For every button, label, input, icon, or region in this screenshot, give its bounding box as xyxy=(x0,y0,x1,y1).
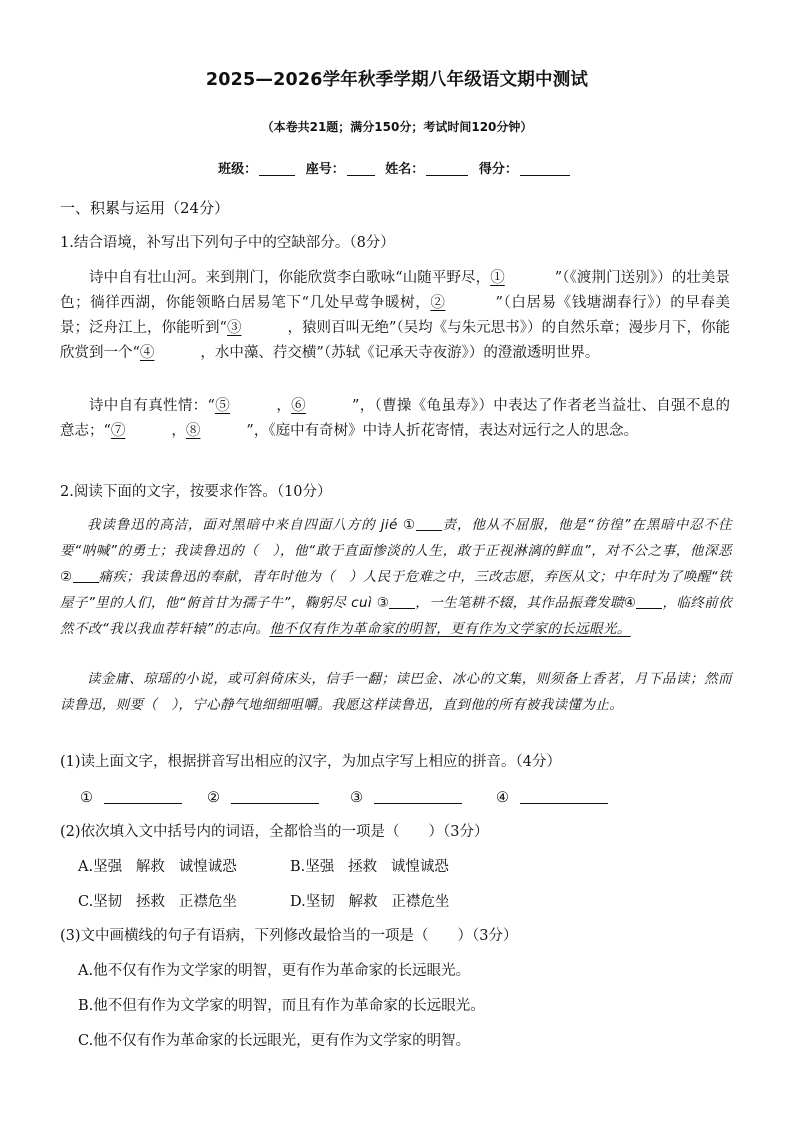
option-b[interactable]: B.他不但有作为文学家的明智，而且有作为革命家的长远眼光。 xyxy=(78,998,485,1014)
exam-info-subtitle: （本卷共21题；满分150分；考试时间120分钟） xyxy=(261,120,533,134)
blank-1[interactable]: ① xyxy=(490,270,505,286)
answer-blank-4[interactable] xyxy=(520,787,608,804)
blank-3[interactable]: ③ xyxy=(226,320,242,336)
option-d[interactable]: D.坚韧 解救 正襟危坐 xyxy=(290,894,450,910)
answer-blank-2[interactable] xyxy=(231,787,319,804)
sub-question-1-stem: (1)读上面文字，根据拼音写出相应的汉字，为加点字写上相应的拼音。（4分） xyxy=(60,754,562,770)
class-field[interactable] xyxy=(259,161,295,176)
blank-7[interactable]: ⑦ xyxy=(110,423,126,439)
option-a[interactable]: A.坚强 解救 诚惶诚恐 xyxy=(78,859,237,875)
passage-blank-3[interactable] xyxy=(389,592,415,609)
blank-6[interactable]: ⑥ xyxy=(291,398,306,414)
class-label: 班级： xyxy=(218,162,258,177)
question-1-paragraph-1: 诗中自有壮山河。来到荆门，你能欣赏李白歌咏“山随平野尽，① ”（《渡荆门送别》）的壮美景色；徜徉西湖，你能领略白居易笔下“几处早莺争暖树，② ”（白居易《钱塘湖春行》）的早春美景；泛舟江上，你能听到“③ ，猿则百叫无绝”（吴均《与朱元思书》）的自然乐章；漫步月下，你能欣赏到一个“④ ，水中藻、荇交横”（苏轼《记承天寺夜游》）的澄澈透明世界。 xyxy=(60,270,730,361)
sub-question-3-stem: (3)文中画横线的句子有语病，下列修改最恰当的一项是（ ）（3分） xyxy=(60,928,518,944)
question-1-stem: 1.结合语境，补写出下列句子中的空缺部分。（8分） xyxy=(60,235,395,251)
passage-blank-4[interactable] xyxy=(636,592,662,609)
sub-question-2-stem: (2)依次填入文中括号内的词语，全都恰当的一项是（ ）（3分） xyxy=(60,824,489,840)
score-field[interactable] xyxy=(520,161,570,176)
name-label: 姓名： xyxy=(385,162,425,177)
answer-line-1: ① xyxy=(80,787,182,808)
blank-8[interactable]: ⑧ xyxy=(185,423,201,439)
passage-blank-2[interactable] xyxy=(73,566,99,583)
blank-4[interactable]: ④ xyxy=(139,345,155,361)
answer-blank-1[interactable] xyxy=(104,787,182,804)
passage-blank-1[interactable] xyxy=(416,514,442,531)
reading-passage-paragraph-2: 读金庸、琼瑶的小说，或可斜倚床头，信手一翻；读巴金、冰心的文集，则须备上香茗，月下品读；然而读鲁迅，则要（ ），宁心静气地细细咀嚼。我愿这样读鲁迅，直到他的所有被我读懂为止。 xyxy=(60,671,732,713)
blank-5[interactable]: ⑤ xyxy=(214,398,231,414)
answer-line-4: ④ xyxy=(496,787,608,808)
question-1-paragraph-2: 诗中自有真性情：“⑤ ，⑥ ”，（曹操《龟虽寿》）中表达了作者老当益壮、自强不息的意志；“⑦ ，⑧ ”，《庭中有奇树》中诗人折花寄情，表达对远行之人的思念。 xyxy=(60,398,730,439)
option-c[interactable]: C.他不仅有作为革命家的长远眼光，更有作为文学家的明智。 xyxy=(78,1033,471,1049)
option-a[interactable]: A.他不仅有作为文学家的明智，更有作为革命家的长远眼光。 xyxy=(78,963,471,979)
answer-line-2: ② xyxy=(207,787,319,808)
section-heading: 一、积累与运用（24分） xyxy=(60,199,230,217)
name-field[interactable] xyxy=(426,161,468,176)
seat-field[interactable] xyxy=(347,161,375,176)
blank-2[interactable]: ② xyxy=(430,295,446,311)
page-title: 2025—2026学年秋季学期八年级语文期中测试 xyxy=(205,70,589,90)
option-b[interactable]: B.坚强 拯救 诚惶诚恐 xyxy=(290,859,449,875)
seat-label: 座号： xyxy=(305,162,345,177)
score-label: 得分： xyxy=(478,162,518,177)
reading-passage-paragraph-1: 我读鲁迅的高洁，面对黑暗中来自四面八方的 jié ① 责，他从不屈服，他是“彷徨”在黑暗中忍不住要“呐喊”的勇士；我读鲁迅的（ ），他“敢于直面惨淡的人生，敢于正视淋漓的鲜血”，对不公之事，他深恶② 痛疾；我读鲁迅的奉献，青年时他为（ ）人民于危难之中，三改志愿，弃医从文；中年时为了唤醒“铁屋子”里的人们，他“俯首甘为孺子牛”，鞠躬尽 cuì ③ ，一生笔耕不辍，其作品振聋发聩④ ，临终前依然不改“我以我血荐轩辕”的志向。他不仅有作为革命家的明智，更有作为文学家的长远眼光。 xyxy=(60,512,732,642)
question-2-stem: 2.阅读下面的文字，按要求作答。（10分） xyxy=(60,484,332,500)
student-info-row xyxy=(0,158,794,177)
option-c[interactable]: C.坚韧 拯救 正襟危坐 xyxy=(78,894,237,910)
answer-line-3: ③ xyxy=(350,787,462,808)
underlined-sentence: 他不仅有作为革命家的明智，更有作为文学家的长远眼光。 xyxy=(269,621,631,637)
answer-blank-3[interactable] xyxy=(374,787,462,804)
